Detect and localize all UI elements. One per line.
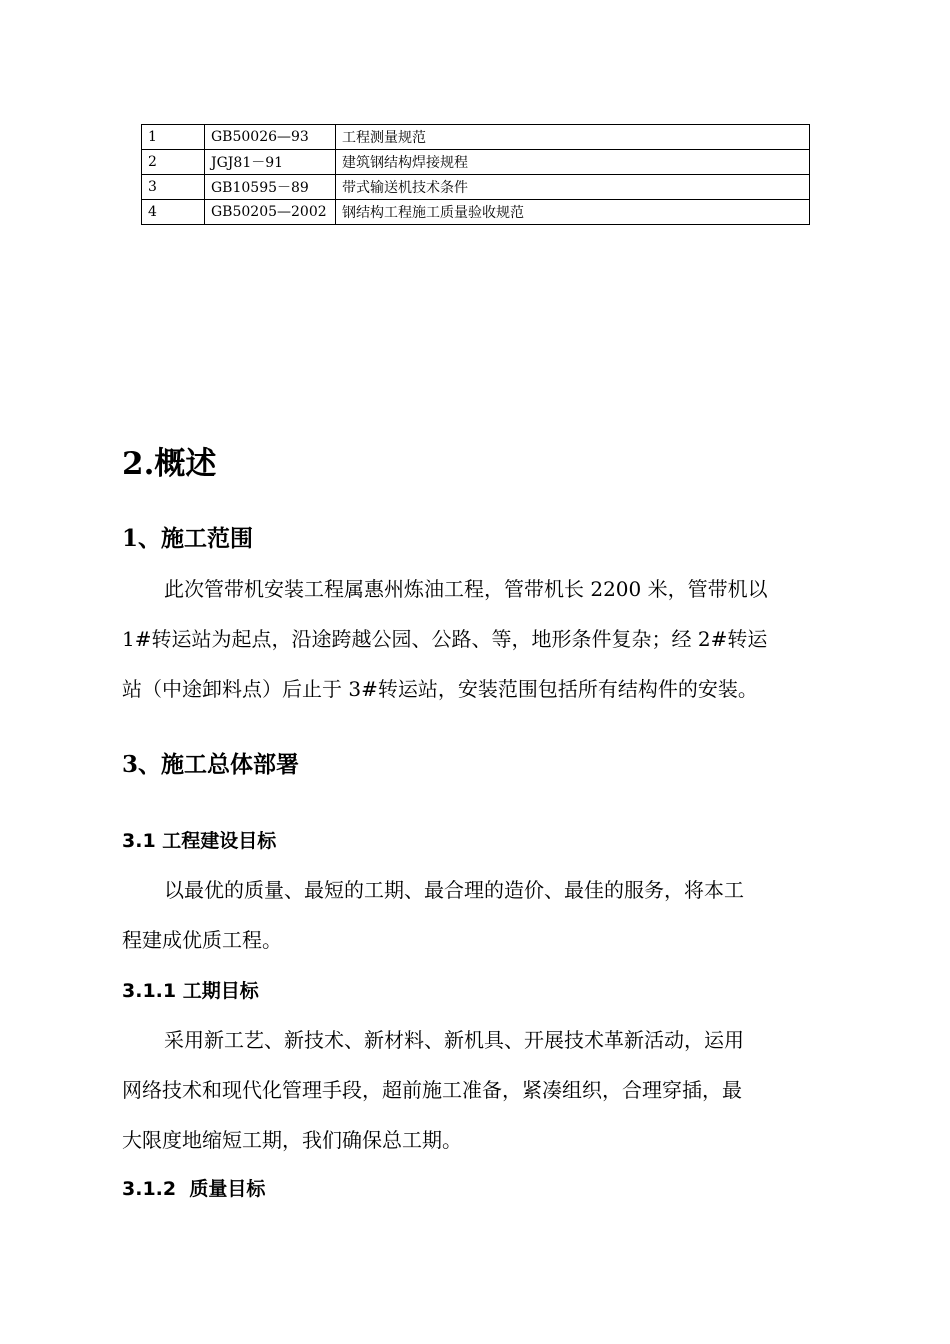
- scope-heading: 1、施工范围: [122, 525, 254, 552]
- standard-name: 钢结构工程施工质量验收规范: [336, 200, 810, 225]
- paragraph-line: 此次管带机安装工程属惠州炼油工程，管带机长 2200 米，管带机以: [164, 577, 768, 601]
- paragraph-line: 以最优的质量、最短的工期、最合理的造价、最佳的服务，将本工: [164, 878, 744, 902]
- table-row: [142, 175, 810, 200]
- row-number: 1: [142, 125, 205, 150]
- standard-code: GB50026—93: [205, 125, 336, 150]
- table-row: [142, 125, 810, 150]
- standard-name: 带式输送机技术条件: [336, 175, 810, 200]
- standard-name: 建筑钢结构焊接规程: [336, 150, 810, 175]
- scope-paragraph: [122, 564, 830, 714]
- table-row: [142, 200, 810, 225]
- overview-heading: 2.概述: [122, 446, 217, 482]
- paragraph-line: 站（中途卸料点）后止于 3#转运站，安装范围包括所有结构件的安装。: [122, 677, 758, 701]
- standard-code: JGJ81－91: [205, 150, 336, 175]
- row-number: 4: [142, 200, 205, 225]
- paragraph-line: 采用新工艺、新技术、新材料、新机具、开展技术革新活动，运用: [164, 1028, 744, 1052]
- goal-heading: 3.1 工程建设目标: [122, 830, 277, 852]
- standards-table: [141, 124, 810, 225]
- schedule-heading: 3.1.1 工期目标: [122, 980, 259, 1002]
- schedule-paragraph: [122, 1015, 830, 1165]
- paragraph-line: 程建成优质工程。: [122, 928, 282, 952]
- row-number: 2: [142, 150, 205, 175]
- row-number: 3: [142, 175, 205, 200]
- quality-heading: 3.1.2 质量目标: [122, 1178, 266, 1200]
- deployment-heading: 3、施工总体部署: [122, 751, 300, 778]
- standard-code: GB10595－89: [205, 175, 336, 200]
- paragraph-line: 大限度地缩短工期，我们确保总工期。: [122, 1128, 462, 1152]
- standard-code: GB50205—2002: [205, 200, 336, 225]
- paragraph-line: 网络技术和现代化管理手段，超前施工准备，紧凑组织，合理穿插，最: [122, 1078, 742, 1102]
- standard-name: 工程测量规范: [336, 125, 810, 150]
- goal-paragraph: [122, 865, 830, 965]
- paragraph-line: 1#转运站为起点，沿途跨越公园、公路、等，地形条件复杂；经 2#转运: [122, 627, 768, 651]
- table-row: [142, 150, 810, 175]
